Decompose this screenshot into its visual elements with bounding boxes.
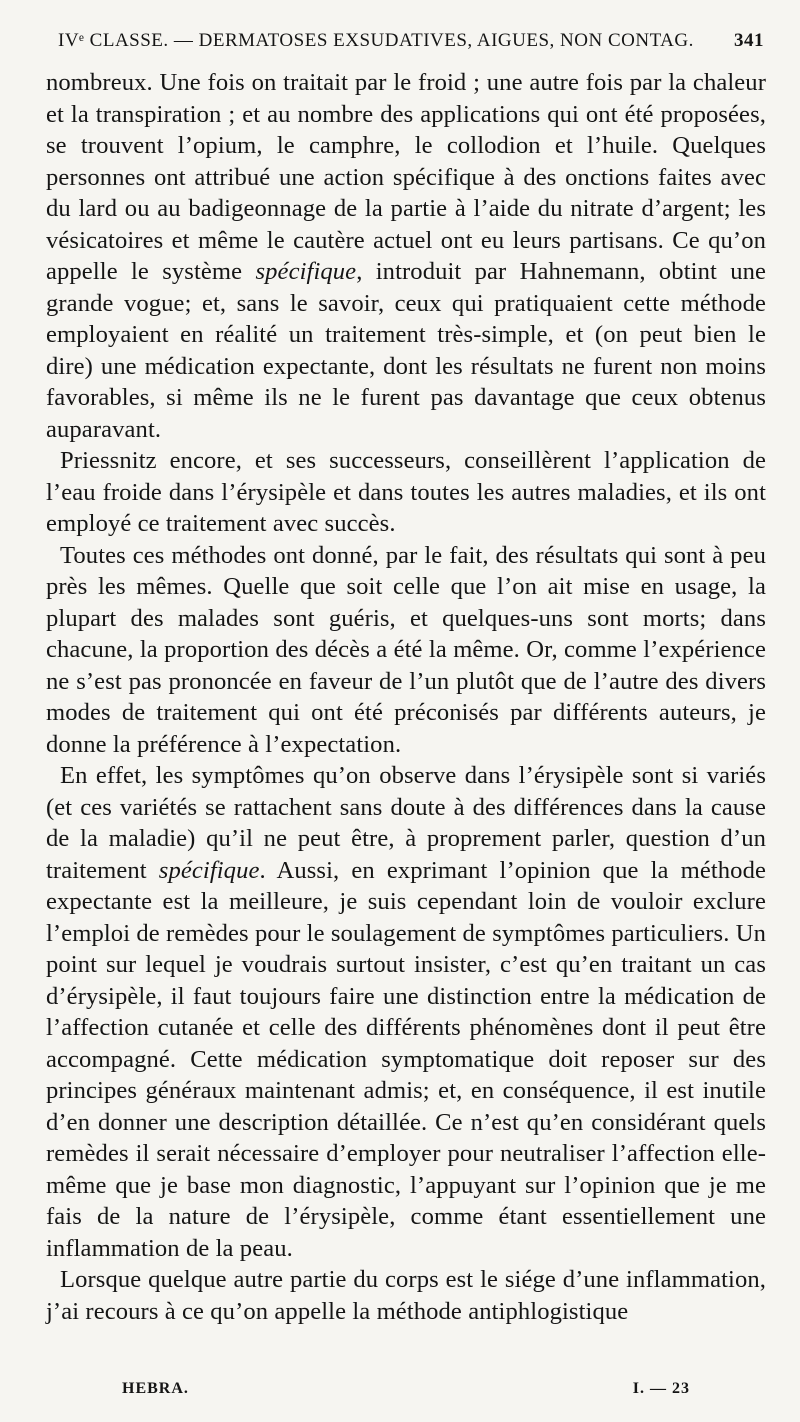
paragraph [46,760,766,1264]
emphasized-term: spécifique [158,856,260,884]
paragraph-text: En effet, les symptômes qu’on observe dans l’érysipèle sont si variés (et ces variétés se rattachent sans doute à des différences dans la cause de la maladie) qu’il ne peut être, à proprement parler, question d’un traitement [46,762,766,884]
paragraph [46,67,766,445]
emphasized-term: spécifique [255,258,357,285]
page-footer [122,1380,690,1398]
running-title: IVᵉ CLASSE. — DERMATOSES EXSUDATIVES, AIGUES, NON CONTAG. [58,30,694,51]
paragraph [46,1264,766,1327]
page-number: 341 [734,30,764,51]
paragraph [46,540,766,761]
paragraph-text: Priessnitz encore, et ses successeurs, conseillèrent l’application de l’eau froide dans l’érysipèle et dans toutes les autres maladies, et ils ont employé ce traitement avec succès. [46,447,766,537]
paragraph-text: Toutes ces méthodes ont donné, par le fait, des résultats qui sont à peu près les mêmes. Quelle que soit celle que l’on ait mise en usage, la plupart des malades sont guéris, et quelques-uns sont morts; dans chacune, la proportion des décès a été la même. Or, comme l’expérience ne s’est pas prononcée en faveur de l’un plutôt que de l’autre des divers modes de traitement qui ont été préconisés par différents auteurs, je donne la préférence à l’expectation. [46,541,766,758]
paragraph-text: Lorsque quelque autre partie du corps est le siége d’une inflammation, j’ai recours à ce qu’on appelle la méthode antiphlogistique [46,1266,766,1325]
running-head [58,30,764,52]
paragraph-text: . Aussi, en exprimant l’opinion que la méthode expectante est la meilleure, je suis cependant loin de vouloir exclure l’emploi de remèdes pour le soulagement de symptômes particuliers. Un point sur lequel je voudrais surtout insister, c’est qu’en traitant un cas d’érysipèle, il faut toujours faire une distinction entre la médication de l’affection cutanée et celle des différents phénomènes dont il peut être accompagné. Cette médication symptomatique doit reposer sur des principes généraux maintenant admis; et, en conséquence, il est inutile d’en donner une description détaillée. Ce n’est qu’en considérant quels remèdes il serait nécessaire d’employer pour neutraliser l’affection elle-même que je base mon diagnostic, l’appuyant sur l’opinion que je me fais de la nature de l’érysipèle, comme étant essentiellement une inflammation de la peau. [46,856,766,1262]
paragraph [46,445,766,540]
footer-author: HEBRA. [122,1380,189,1397]
paragraph-text: nombreux. Une fois on traitait par le froid ; une autre fois par la chaleur et la transpiration ; et au nombre des applications qui ont été proposées, se trouvent l’opium, le camphre, le collodion et l’huile. Quelques personnes ont attribué une action spécifique à des onctions faites avec du lard ou au badigeonnage de la partie à l’aide du nitrate d’argent; les vésicatoires et même le cautère actuel ont eu leurs partisans. Ce qu’on appelle le système [46,69,766,285]
signature-mark: I. — 23 [632,1380,690,1397]
paragraph-text: , introduit par Hahnemann, obtint une grande vogue; et, sans le savoir, ceux qui pratiquaient cette méthode employaient en réalité un traitement très-simple, et (on peut bien le dire) une médication expectante, dont les résultats ne furent non moins favorables, si même ils ne le furent pas davantage que ceux obtenus auparavant. [46,258,767,443]
body-text [46,67,766,1327]
